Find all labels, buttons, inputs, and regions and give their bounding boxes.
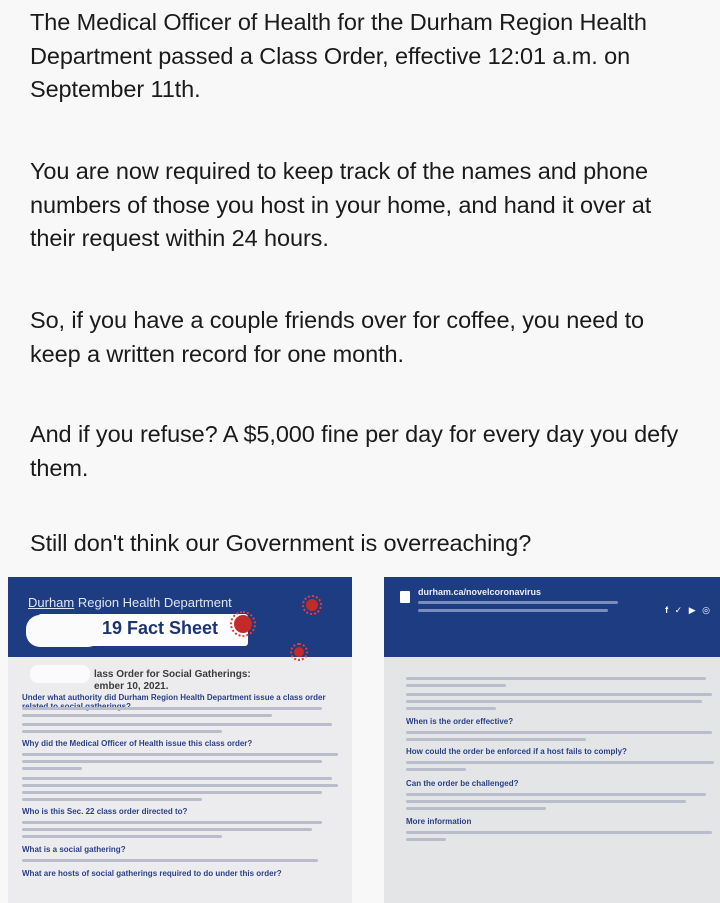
fact-sheet-header — [384, 577, 720, 657]
redaction-blot — [30, 665, 90, 683]
document-icon — [400, 591, 410, 603]
virus-icon — [306, 599, 318, 611]
fact-sheet-question: What are hosts of social gatherings required to do under this order? — [22, 869, 282, 878]
social-media-icons: f ✓ ▶ ◎ — [665, 605, 712, 615]
class-order-title — [94, 669, 251, 693]
fact-sheet-body — [14, 661, 346, 903]
virus-icon — [294, 647, 304, 657]
virus-icon — [234, 615, 252, 633]
fact-sheet-header — [8, 577, 352, 657]
post-paragraph: You are now required to keep track of the names and phone numbers of those you host in your home, and hand it over at their request within 24 hours. — [30, 158, 652, 251]
fact-sheet-image-left[interactable] — [8, 577, 352, 903]
fact-sheet-question: What is a social gathering? — [22, 845, 126, 854]
post-paragraph: And if you refuse? A $5,000 fine per day for every day you defy them. — [30, 421, 679, 481]
fact-sheet-question: Under what authority did Durham Region Health Department issue a class order — [22, 693, 326, 702]
fact-sheet-heading: Can the order be challenged? — [406, 779, 519, 788]
department-name: Durham Region Health Department — [28, 595, 232, 610]
fact-sheet-heading: How could the order be enforced if a host fails to comply? — [406, 747, 627, 756]
fact-sheet-question: Why did the Medical Officer of Health issue this class order? — [22, 739, 253, 748]
post-paragraph: The Medical Officer of Health for the Durham Region Health Department passed a Class Order, effective 12:01 a.m. on September 11th. — [30, 9, 647, 102]
fact-sheet-question: Who is this Sec. 22 class order directed to? — [22, 807, 188, 816]
class-order-line: lass Order for Social Gatherings: — [94, 669, 251, 680]
fact-sheet-body — [384, 657, 720, 903]
post-paragraph: So, if you have a couple friends over for coffee, you need to keep a written record for one month. — [30, 307, 644, 367]
fact-sheet-heading: When is the order effective? — [406, 717, 514, 726]
class-order-line: ember 10, 2021. — [94, 681, 169, 692]
website-url: durham.ca/novelcoronavirus — [418, 587, 542, 597]
fact-sheet-heading: More information — [406, 817, 472, 826]
post-paragraph: Still don't think our Government is overreaching? — [30, 530, 532, 556]
redaction-blot — [26, 615, 102, 647]
fact-sheet-title: 19 Fact Sheet — [102, 618, 219, 638]
fact-sheet-image-right[interactable] — [384, 577, 720, 903]
